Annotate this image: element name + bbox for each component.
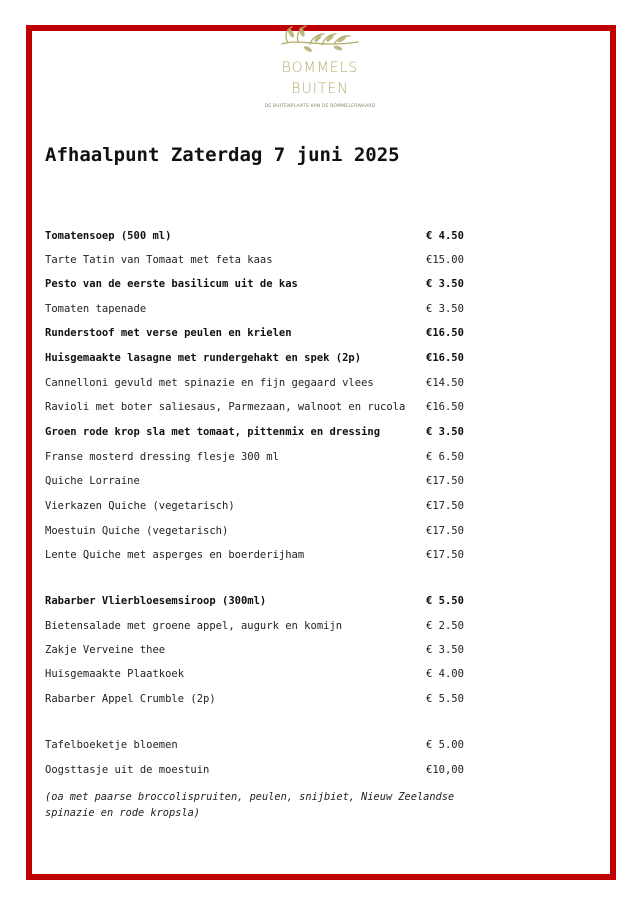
menu-item bbox=[45, 352, 471, 368]
menu-item bbox=[45, 764, 471, 780]
logo-tagline: DE BUITENPLAATS VAN DE BOMMELERWAARD bbox=[264, 104, 376, 109]
menu-item-price: €16.50 bbox=[426, 327, 464, 339]
menu-item bbox=[45, 525, 471, 541]
menu-item-name: Cannelloni gevuld met spinazie en fijn gegaard vlees bbox=[45, 377, 374, 389]
menu-item-price: €17.50 bbox=[426, 549, 464, 561]
menu-item-price: € 3.50 bbox=[426, 278, 464, 290]
menu-item-name: Franse mosterd dressing flesje 300 ml bbox=[45, 451, 279, 463]
menu-item-price: € 3.50 bbox=[426, 644, 464, 656]
menu-item bbox=[45, 475, 471, 491]
olive-branch-icon bbox=[278, 22, 362, 58]
menu-item-name: Ravioli met boter saliesaus, Parmezaan, walnoot en rucola bbox=[45, 401, 406, 413]
menu-item-price: € 5.50 bbox=[426, 595, 464, 607]
menu-item-price: €17.50 bbox=[426, 500, 464, 512]
menu-item-name: Rabarber Appel Crumble (2p) bbox=[45, 693, 216, 705]
menu-item-name: Quiche Lorraine bbox=[45, 475, 140, 487]
menu-item bbox=[45, 693, 471, 709]
menu-item-name: Vierkazen Quiche (vegetarisch) bbox=[45, 500, 235, 512]
menu-item-price: € 5.50 bbox=[426, 693, 464, 705]
menu-item bbox=[45, 377, 471, 393]
menu-item bbox=[45, 451, 471, 467]
menu-item-name: Tomatensoep (500 ml) bbox=[45, 230, 172, 242]
menu-item-price: € 6.50 bbox=[426, 451, 464, 463]
menu-item-name: Tomaten tapenade bbox=[45, 303, 147, 315]
menu-item bbox=[45, 668, 471, 684]
menu-item-price: €16.50 bbox=[426, 401, 464, 413]
menu-item-name: Huisgemaakte lasagne met rundergehakt en spek (2p) bbox=[45, 352, 362, 364]
menu-item bbox=[45, 426, 471, 442]
menu-item bbox=[45, 278, 471, 294]
menu-item-name: Runderstoof met verse peulen en krielen bbox=[45, 327, 292, 339]
menu-item bbox=[45, 620, 471, 636]
menu-item bbox=[45, 230, 471, 246]
menu-item-price: €17.50 bbox=[426, 525, 464, 537]
menu-item bbox=[45, 549, 471, 565]
menu-item bbox=[45, 595, 471, 611]
logo-line-2: BUITEN bbox=[291, 81, 349, 97]
menu-item-name: Groen rode krop sla met tomaat, pittenmix en dressing bbox=[45, 426, 381, 438]
menu-item bbox=[45, 644, 471, 660]
menu-item bbox=[45, 500, 471, 516]
menu-item-name: Tafelboeketje bloemen bbox=[45, 739, 178, 751]
menu-item-name: Oogsttasje uit de moestuin bbox=[45, 764, 210, 776]
menu-item-price: €17.50 bbox=[426, 475, 464, 487]
menu-item-name: Zakje Verveine thee bbox=[45, 644, 166, 656]
menu-item-price: €16.50 bbox=[426, 352, 464, 364]
page-title: Afhaalpunt Zaterdag 7 juni 2025 bbox=[45, 144, 400, 166]
menu-item-price: € 3.50 bbox=[426, 426, 464, 438]
menu-item-price: €10,00 bbox=[426, 764, 464, 776]
brand-logo bbox=[0, 22, 640, 109]
menu-item-name: Moestuin Quiche (vegetarisch) bbox=[45, 525, 229, 537]
menu-item-price: €14.50 bbox=[426, 377, 464, 389]
menu-item-price: € 4.00 bbox=[426, 668, 464, 680]
menu-item bbox=[45, 303, 471, 319]
harvest-bag-note: (oa met paarse broccolispruiten, peulen, snijbiet, Nieuw Zeelandse spinazie en rode kropsla) bbox=[45, 791, 455, 819]
menu-item-name: Lente Quiche met asperges en boerderijham bbox=[45, 549, 305, 561]
logo-line-1: BOMMELS bbox=[281, 60, 359, 76]
menu-item bbox=[45, 401, 471, 417]
menu-item-price: € 5.00 bbox=[426, 739, 464, 751]
menu-item-name: Rabarber Vlierbloesemsiroop (300ml) bbox=[45, 595, 267, 607]
menu-item-name: Huisgemaakte Plaatkoek bbox=[45, 668, 185, 680]
menu-item-name: Pesto van de eerste basilicum uit de kas bbox=[45, 278, 298, 290]
menu-item-name: Tarte Tatin van Tomaat met feta kaas bbox=[45, 254, 273, 266]
menu-item bbox=[45, 327, 471, 343]
menu-item bbox=[45, 254, 471, 270]
menu-item-price: € 3.50 bbox=[426, 303, 464, 315]
menu-item-price: € 2.50 bbox=[426, 620, 464, 632]
menu-item bbox=[45, 739, 471, 755]
menu-item-price: €15.00 bbox=[426, 254, 464, 266]
menu-item-name: Bietensalade met groene appel, augurk en komijn bbox=[45, 620, 343, 632]
menu-item-price: € 4.50 bbox=[426, 230, 464, 242]
